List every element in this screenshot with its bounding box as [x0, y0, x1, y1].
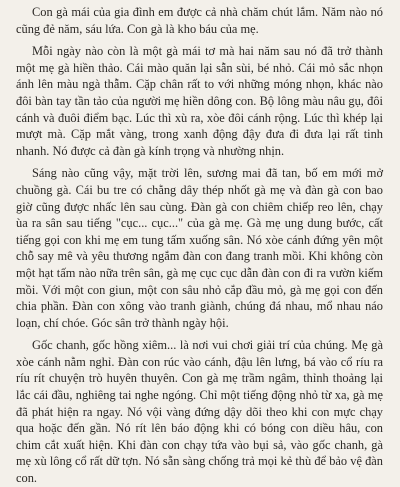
paragraph-rest-and-protect: Gốc chanh, gốc hồng xiêm... là nơi vui chơi giải trí của chúng. Mẹ gà xòe cánh nằm nghỉ. Đàn con rúc vào cánh, đậu lên lưng, bá vào cổ ríu ra ríu rít chuyện trò huyên thuyên. Con gà mẹ trầm ngâm, thỉnh thoảng lại lắc cái đầu, nghiêng tai nghe ngóng. Chỉ một tiếng động nhỏ từ xa, gà mẹ đã phát hiện ra ngay. Nó vội vàng đứng dậy dõi theo khi con mực chạy qua hoặc đến gần. Nó rít lên báo động khi có bóng con diều hâu, con chim cắt xuất hiện. Khi đàn con chạy tứa vào bụi sả, vào gốc chanh, gà mẹ xù lông cổ rất dữ tợn. Nó sẵn sàng chống trả mọi kẻ thù để bảo vệ đàn con. — [16, 338, 383, 486]
paragraph-morning: Sáng nào cũng vậy, mặt trời lên, sương mai đã tan, bố em mới mở chuồng gà. Cái bu tre có chằng dây thép nhốt gà mẹ và đàn gà con bao giờ cũng được nhấc lên sau cùng. Đàn gà con chiêm chiếp reo lên, chạy ùa ra sân sau tiếng "cục... cục..." của gà mẹ. Gà mẹ ung dung bước, cất tiếng gọi con khi mẹ em tung tấm xuống sân. Nó xòe cánh đứng yên một chỗ say mê và yêu thương ngắm đàn con đang tranh mồi. Khi không còn một hạt tấm nào nữa trên sân, gà mẹ cục cục dẫn đàn con đi ra vườn kiếm mồi. Với một con giun, một con sâu nhỏ cắp đầu mỏ, gà mẹ gọi con đến chia phần. Đàn con xông vào tranh giành, chúng đá nhau, mổ nhau náo loạn, chí chóe. Góc sân trở thành ngày hội. — [16, 166, 383, 330]
paragraph-intro: Con gà mái của gia đình em được cả nhà chăm chút lắm. Năm nào nó cũng đẻ năm, sáu lứa. Con gà là kho báu của mẹ. — [16, 5, 383, 36]
paragraph-description: Mỗi ngày nào còn là một gà mái tơ mà hai năm sau nó đã trở thành một mẹ gà hiền thảo. Cái mào quăn lại sẫn sùi, bé nhỏ. Cái mỏ sắc nhọn ánh lên màu ngà thẫm. Cặp chân rất to với những móng nhọn, khác nào đôi bàn tay tần tảo của người mẹ hiền dông con. Bộ lông màu nâu gụ, đôi cánh và đuôi điểm bạc. Lúc thì xù ra, xòe đôi cánh rộng. Lúc thì khép lại mượt mà. Cặp mắt vàng, trong xanh động đậy đưa đi đưa lại rất tinh nhanh. Nó được cả đàn gà kính trọng và nhường nhịn. — [16, 44, 383, 158]
